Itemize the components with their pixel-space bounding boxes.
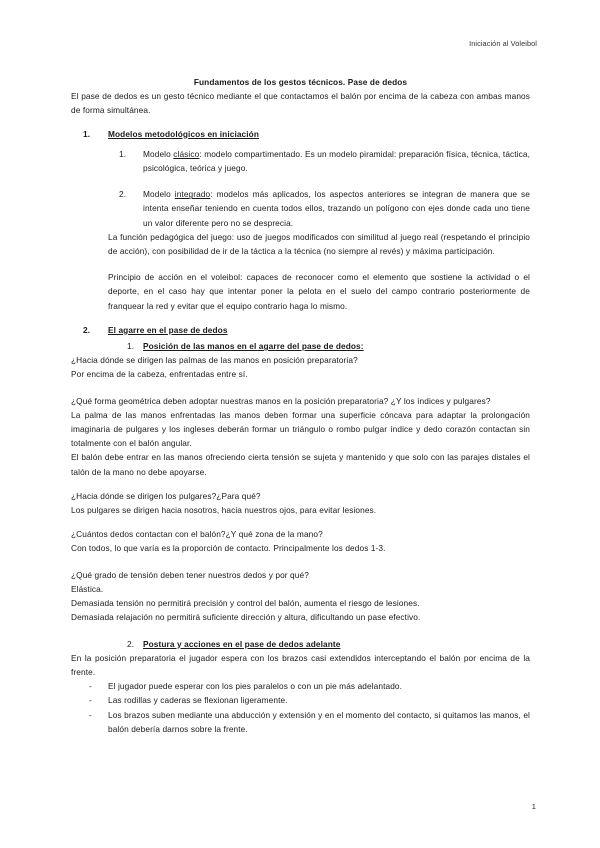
- item-term: clásico: [173, 148, 200, 159]
- subsection-2-1-heading: [127, 339, 530, 353]
- running-header: Iniciación al Voleibol: [469, 39, 537, 48]
- qa-block-3: [71, 489, 530, 517]
- answer-line: Por encima de la cabeza, enfrentadas entre sí.: [71, 369, 248, 380]
- section-number: 1.: [83, 128, 91, 139]
- pedagogical-function-paragraph: La función pedagógica del juego: uso de juegos modificados con similitud al juego real (respetando el principio de acción), con posibilidad de ir de la táctica a la técnica (no siempre al revés) y máxima participación.: [108, 231, 530, 257]
- answer-line: La palma de las manos enfrentadas las manos deben formar una superficie cóncava para adaptar la prolongación imaginaria de pulgares y los ingleses deberán formar un triángulo o rombo pulgar índice y dedo corazón contactan sin totalmente con el balón angular.: [71, 409, 530, 449]
- section-title: Modelos metodológicos en iniciación: [108, 128, 260, 139]
- page-content: [71, 75, 530, 736]
- answer-line: El balón debe entrar en las manos ofreciendo cierta tensión se sujeta y mantenido y que solo con las parajes distales el talón de la mano no debe apoyarse.: [71, 452, 530, 477]
- question: ¿Hacia dónde se dirigen los pulgares?¿Para qué?: [71, 490, 261, 501]
- bullet-mark: -: [89, 681, 92, 692]
- list-item-text: Las rodillas y caderas se flexionan ligeramente.: [108, 695, 288, 706]
- item-rest: : modelos más aplicados, los aspectos anteriores se integran de manera que se intenta enseñar teniendo en cuenta todos ellos, trazando un polígono con ejes donde cada uno tiene un valor diferente pero no se desprecia.: [143, 189, 531, 228]
- bullet-mark: -: [89, 695, 92, 706]
- item-number: 1.: [119, 148, 127, 159]
- qa-block-2: [71, 394, 530, 479]
- question: ¿Qué grado de tensión deben tener nuestros dedos y por qué?: [71, 569, 309, 580]
- section-1-heading: [71, 127, 530, 141]
- page-number: 1: [531, 802, 536, 811]
- item-rest: : modelo compartimentado. Es un modelo piramidal: preparación física, técnica, táctica, psicológica, teórica y juego.: [143, 148, 531, 174]
- answer-line: Elástica.: [71, 583, 104, 594]
- subsection-title: Posición de las manos en el agarre del pase de dedos:: [143, 341, 364, 352]
- answer-line: Demasiada tensión no permitirá precisión y control del balón, aumenta el riesgo de lesiones.: [71, 598, 420, 609]
- list-item-text: Los brazos suben mediante una abducción y extensión y en el momento del contacto, si quitamos las manos, el balón debería darnos sobre la frente.: [108, 709, 530, 734]
- answer-line: Demasiada relajación no permitirá suficiente dirección y altura, dificultando un pase efectivo.: [71, 612, 421, 623]
- qa-block-4: [71, 527, 530, 555]
- model-item-integrated: [119, 187, 530, 230]
- posture-intro-paragraph: En la posición preparatoria el jugador espera con los brazos casi extendidos interceptando el balón por encima de la frente.: [71, 652, 530, 677]
- model-item-classic: [119, 147, 530, 175]
- intro-paragraph: El pase de dedos es un gesto técnico mediante el que contactamos el balón por encima de la cabeza con ambas manos de forma simultánea.: [71, 91, 530, 116]
- item-number: 2.: [119, 189, 127, 200]
- item-term: integrado: [174, 189, 211, 200]
- section-2-heading: [71, 323, 530, 337]
- list-item-text: El jugador puede esperar con los pies paralelos o con un pie más adelantado.: [108, 681, 403, 692]
- list-item: [89, 693, 530, 707]
- question: ¿Qué forma geométrica deben adoptar nuestras manos en la posición preparatoria? ¿Y los índices y pulgares?: [71, 395, 491, 406]
- list-item: [89, 708, 530, 736]
- document-title: Fundamentos de los gestos técnicos. Pase de dedos: [193, 77, 408, 87]
- section-number: 2.: [83, 324, 91, 335]
- qa-block-1: [71, 353, 530, 381]
- action-principle-paragraph: Principio de acción en el voleibol: capaces de reconocer como el elemento que sostiene la actividad o el deporte, en el caso hay que intentar poner la pelota en el suelo del campo contrario posteriormente de franquear la red y evitar que el equipo contrario haga lo mismo.: [108, 272, 530, 311]
- answer-line: Los pulgares se dirigen hacia nosotros, hacia nuestros ojos, para evitar lesiones.: [71, 505, 377, 516]
- subsection-title: Postura y acciones en el pase de dedos adelante: [143, 638, 341, 649]
- subsection-2-2-heading: [127, 637, 530, 651]
- item-prefix: Modelo: [143, 189, 175, 200]
- bullet-mark: -: [89, 709, 92, 720]
- question: ¿Hacia dónde se dirigen las palmas de las manos en posición preparatoria?: [71, 355, 358, 366]
- item-text: [143, 187, 530, 230]
- subsection-number: 2.: [127, 638, 135, 649]
- question: ¿Cuántos dedos contactan con el balón?¿Y qué zona de la mano?: [71, 529, 323, 540]
- item-prefix: Modelo: [143, 148, 174, 159]
- qa-block-5: [71, 568, 530, 625]
- subsection-number: 1.: [127, 341, 135, 352]
- item-text: [143, 147, 530, 175]
- answer-line: Con todos, lo que varía es la proporción de contacto. Principalmente los dedos 1-3.: [71, 543, 386, 554]
- list-item: [89, 679, 530, 693]
- section-title: El agarre en el pase de dedos: [108, 324, 228, 335]
